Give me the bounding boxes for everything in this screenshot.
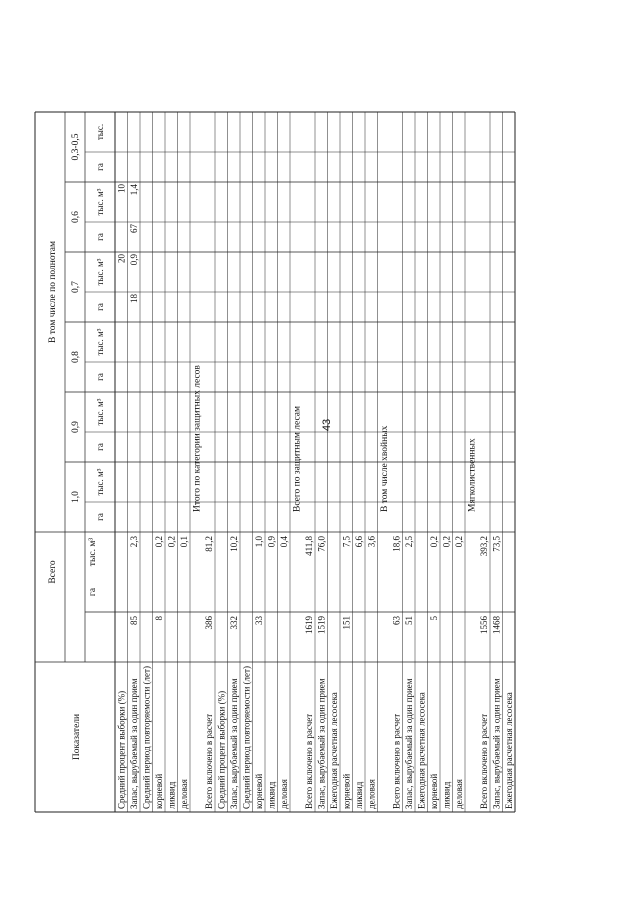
table-row	[392, 536, 402, 810]
section-title: В том числе хвойных	[380, 425, 390, 512]
row-label: деловая	[279, 779, 289, 809]
table-row	[279, 536, 289, 810]
density-label: 0,9	[71, 421, 81, 433]
row-label: ликвид	[441, 781, 452, 809]
density-cell: 1,4	[129, 184, 139, 196]
unit-ha: га	[95, 513, 105, 521]
table-row	[442, 536, 452, 809]
table-row	[479, 536, 489, 809]
unit-m3: тыс. м³	[95, 258, 105, 286]
table-row	[117, 691, 127, 809]
unit-ha: га	[95, 303, 105, 311]
row-label: ликвид	[166, 781, 177, 809]
density-label: 0,7	[71, 281, 81, 293]
cell-m3: 411,8	[304, 536, 314, 556]
header-total: Всего	[48, 560, 58, 584]
table-grid	[35, 112, 515, 812]
row-label: Ежегодная расчетная лесосека	[329, 692, 339, 809]
row-label: Средний период повторяемости (лет)	[241, 666, 252, 809]
cell-m3: 0,2	[154, 536, 164, 548]
density-label: 0,8	[71, 351, 81, 363]
density-cell: 10	[116, 184, 127, 193]
table-row	[229, 536, 239, 809]
cell-m3: 0,1	[179, 536, 189, 548]
cell-ha: 151	[341, 616, 352, 630]
cell-ha: 5	[429, 616, 439, 621]
table-row	[404, 536, 414, 810]
header-indicators: Показатели	[72, 713, 82, 761]
cell-m3: 81,2	[204, 536, 214, 552]
row-label: Запас, вырубаемый за один прием	[129, 678, 139, 809]
row-label: Запас, вырубаемый за один прием	[316, 678, 327, 809]
row-label: деловая	[366, 779, 377, 809]
table-row	[417, 692, 427, 809]
cell-m3: 0,2	[166, 536, 177, 548]
cell-ha: 1619	[304, 616, 314, 634]
row-label: ликвид	[354, 781, 364, 809]
table-row	[179, 536, 189, 809]
forest-cutting-table	[35, 112, 515, 812]
section-title: Мягколиственных	[467, 438, 478, 512]
header-ha-total: га	[88, 587, 98, 597]
table-row	[142, 666, 152, 809]
cell-m3: 76,0	[316, 536, 327, 552]
header-by-density: В том числе по полнотам	[48, 241, 58, 343]
unit-m3: тыс. м³	[95, 328, 105, 356]
row-label: деловая	[454, 779, 464, 809]
cell-m3: 6,6	[354, 536, 364, 548]
table-row	[367, 536, 377, 810]
table-row	[429, 536, 439, 809]
table-row	[254, 536, 264, 810]
row-label: Всего включено в расчет	[479, 713, 489, 809]
header-m3-total: тыс. м³	[88, 537, 98, 567]
table-row	[167, 536, 177, 809]
cell-m3: 3,6	[366, 536, 377, 548]
row-label: корневой	[154, 773, 164, 809]
section-title: Всего по защитным лесам	[292, 405, 303, 512]
cell-m3: 10,2	[229, 536, 239, 552]
unit-m3: тыс. м³	[95, 468, 105, 496]
row-label: корневой	[254, 773, 264, 809]
density-cell: 0,9	[129, 254, 139, 266]
cell-ha: 33	[254, 616, 264, 625]
unit-ha: га	[95, 373, 105, 381]
cell-ha: 332	[229, 616, 239, 630]
cell-m3: 2,5	[404, 536, 414, 548]
density-label: 0,6	[71, 211, 81, 223]
cell-m3: 18,6	[391, 536, 402, 552]
section-row	[468, 438, 478, 512]
row-label: Ежегодная расчетная лесосека	[504, 692, 514, 809]
row-label: корневой	[429, 773, 439, 809]
row-label: Всего включено в расчет	[304, 713, 314, 809]
table-row	[492, 536, 502, 810]
table-row	[129, 536, 139, 810]
page-number: 43	[321, 418, 333, 432]
row-label: Всего включено в расчет	[391, 713, 402, 809]
section-title: Итого по категории защитных лесов	[192, 365, 203, 512]
table-row	[217, 691, 227, 809]
table-row	[154, 536, 164, 809]
cell-m3: 73,5	[491, 536, 502, 552]
row-label: Запас, вырубаемый за один прием	[229, 678, 239, 809]
density-cell: 20	[116, 254, 127, 263]
table-row	[304, 536, 314, 809]
cell-ha: 1468	[491, 616, 502, 634]
cell-ha: 8	[154, 616, 164, 621]
row-label: ликвид	[266, 781, 277, 809]
cell-m3: 0,9	[266, 536, 277, 548]
cell-ha: 386	[204, 616, 214, 630]
table-row	[204, 536, 214, 809]
density-label: 0,3-0,5	[71, 133, 81, 161]
table-row	[342, 536, 352, 810]
cell-ha: 1519	[316, 616, 327, 634]
row-label: Средний процент выборки (%)	[116, 690, 127, 809]
cell-ha: 63	[391, 616, 402, 625]
section-row	[293, 406, 303, 512]
table-row	[242, 666, 252, 809]
unit-ha: га	[95, 443, 105, 451]
cell-m3: 2,3	[129, 536, 139, 548]
table-row	[329, 692, 339, 809]
unit-m3: тыс.	[95, 123, 105, 141]
density-cell: 18	[129, 294, 139, 303]
density-label: 1,0	[71, 491, 81, 503]
cell-m3: 0,2	[429, 536, 439, 548]
table-row	[317, 536, 327, 810]
unit-m3: тыс. м³	[95, 398, 105, 426]
section-row	[379, 425, 390, 512]
cell-ha: 51	[404, 616, 414, 625]
section-row	[193, 365, 203, 512]
row-label: деловая	[179, 779, 189, 809]
table-row	[267, 536, 277, 810]
density-cell: 67	[129, 224, 139, 233]
cell-ha: 85	[129, 616, 139, 625]
row-label: Запас, вырубаемый за один прием	[404, 678, 414, 809]
unit-m3: тыс. м³	[95, 188, 105, 216]
cell-m3: 1,0	[254, 536, 264, 548]
table-row	[454, 536, 464, 809]
cell-m3: 0,2	[441, 536, 452, 548]
row-label: Ежегодная расчетная лесосека	[416, 692, 427, 809]
table-row	[354, 536, 364, 810]
cell-m3: 7,5	[341, 536, 352, 548]
row-label: Средний период повторяемости (лет)	[141, 666, 152, 809]
row-label: Запас, вырубаемый за один прием	[491, 678, 502, 809]
cell-ha: 1556	[479, 616, 489, 634]
row-label: Средний процент выборки (%)	[216, 690, 227, 809]
unit-ha: га	[95, 163, 105, 171]
row-label: Всего включено в расчет	[204, 713, 214, 809]
cell-m3: 0,4	[279, 536, 289, 548]
cell-m3: 0,2	[454, 536, 464, 548]
cell-m3: 393,2	[479, 536, 489, 557]
unit-ha: га	[95, 233, 105, 241]
row-label: корневой	[341, 773, 352, 809]
table-row	[504, 692, 514, 809]
